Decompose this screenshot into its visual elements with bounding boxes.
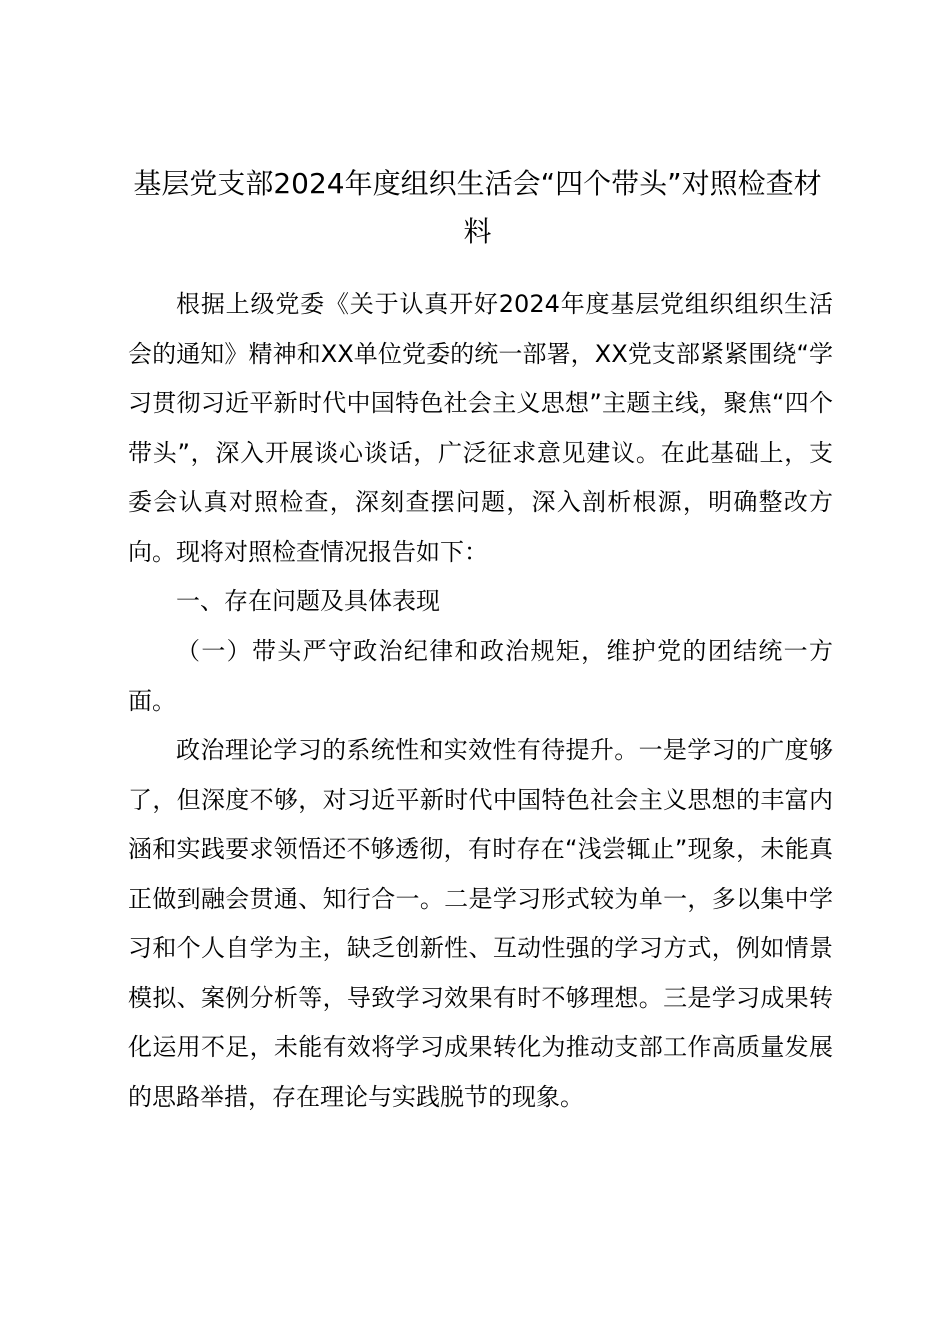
intro-paragraph: 根据上级党委《关于认真开好2024年度基层党组织组织生活会的通知》精神和XX单位党委的统一部署，XX党支部紧紧围绕“学习贯彻习近平新时代中国特色社会主义思想”主题主线，聚焦“四个带头”，深入开展谈心谈话，广泛征求意见建议。在此基础上，支委会认真对照检查，深刻查摆问题，深入剖析根源，明确整改方向。现将对照检查情况报告如下：	[128, 290, 833, 566]
subsection-heading-1: （一）带头严守政治纪律和政治规矩，维护党的团结统一方面。	[128, 637, 833, 715]
section-heading-1: 一、存在问题及具体表现	[176, 587, 440, 615]
detail-paragraph: 政治理论学习的系统性和实效性有待提升。一是学习的广度够了，但深度不够，对习近平新时代中国特色社会主义思想的丰富内涵和实践要求领悟还不够透彻，有时存在“浅尝辄止”现象，未能真正做到融会贯通、知行合一。二是学习形式较为单一，多以集中学习和个人自学为主，缺乏创新性、互动性强的学习方式，例如情景模拟、案例分析等，导致学习效果有时不够理想。三是学习成果转化运用不足，未能有效将学习成果转化为推动支部工作高质量发展的思路举措，存在理论与实践脱节的现象。	[128, 736, 833, 1111]
document-title: 基层党支部2024年度组织生活会“四个带头”对照检查材料	[133, 167, 822, 248]
